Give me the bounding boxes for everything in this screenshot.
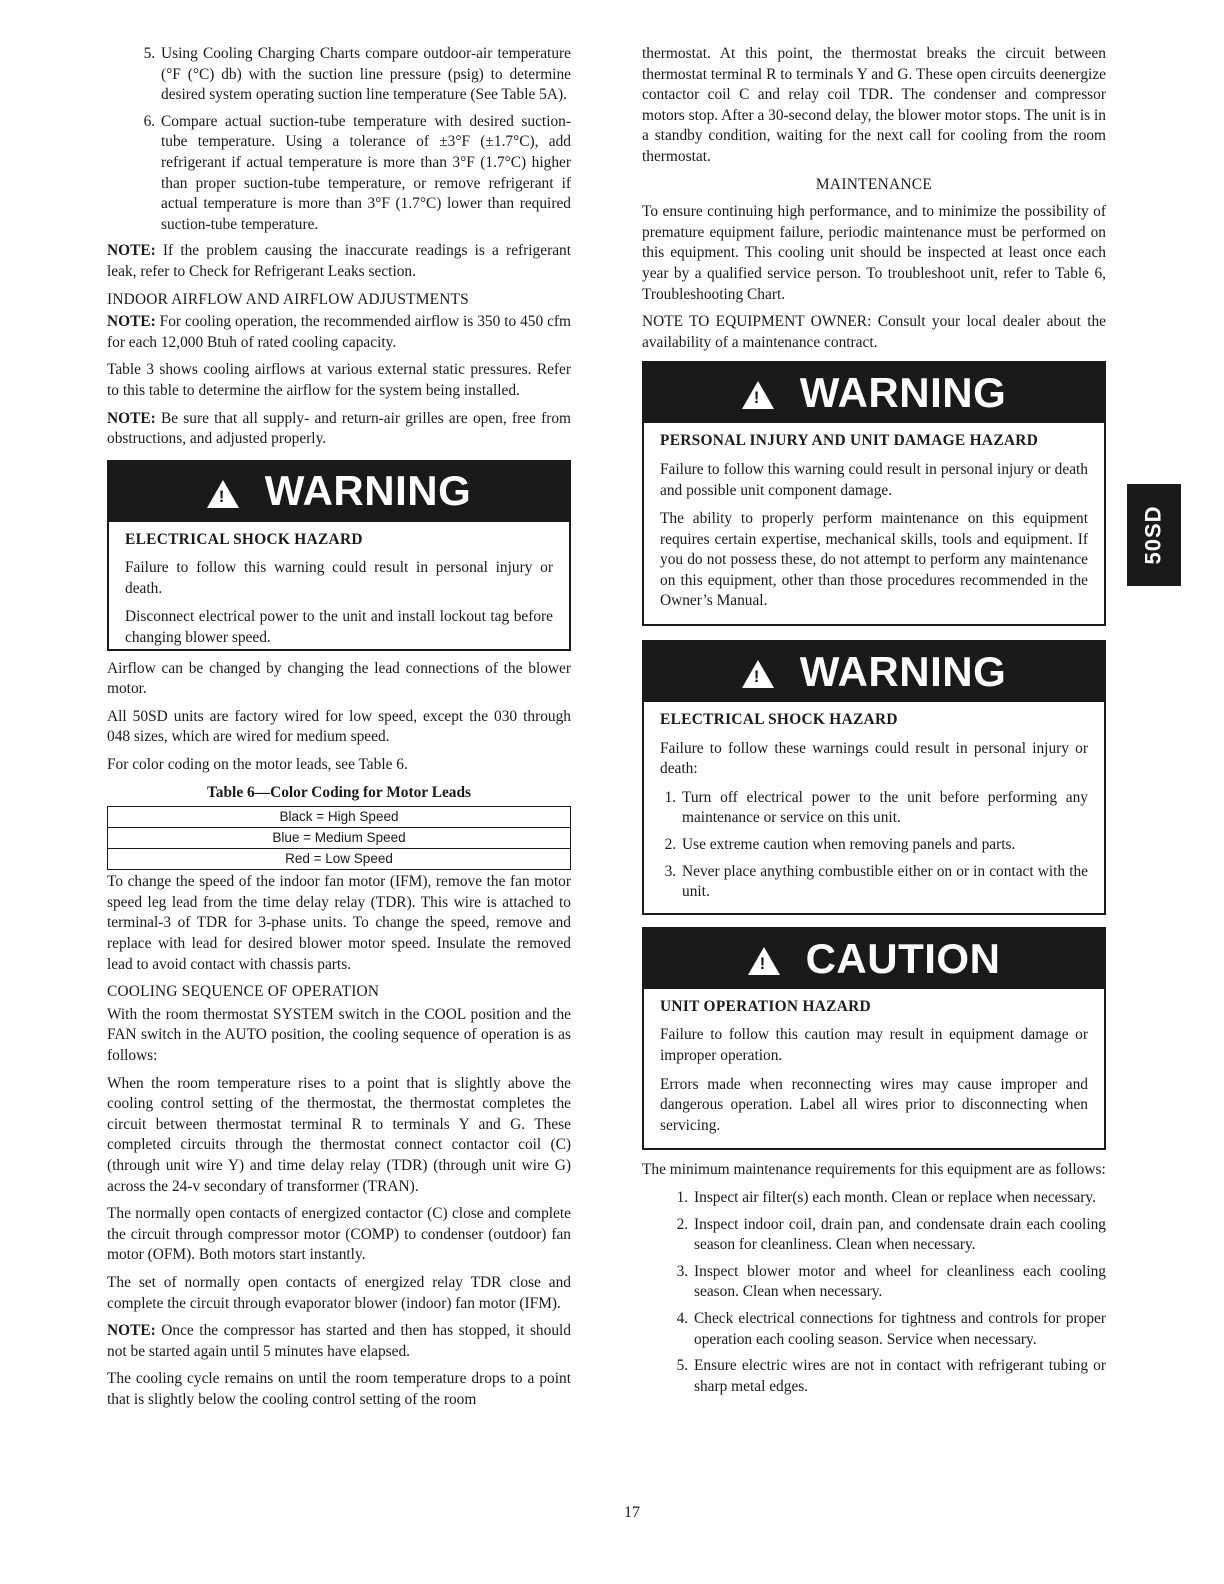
list-item: 1. Inspect air filter(s) each month. Clean or replace when necessary. [692,1188,1106,1209]
left-column [107,44,571,1417]
table-row [108,849,571,870]
note-text: For cooling operation, the recommended airflow is 350 to 450 cfm for each 12,000 Btuh of rated cooling capacity. [107,313,571,351]
side-tab-model [1127,484,1181,586]
warning-text: Failure to follow this warning could result in personal injury or death. [125,559,553,597]
hazard-title: ELECTRICAL SHOCK HAZARD [125,530,363,548]
right-column [642,44,1106,1403]
factory-wired-paragraph: All 50SD units are factory wired for low speed, except the 030 through 048 sizes, which are wired for medium speed. [107,707,571,746]
warning-banner-label: WARNING [799,647,1007,695]
caution-text: Failure to follow this caution may result in equipment damage or improper operation. [660,1026,1088,1064]
warning-box-electrical-shock-maintenance [642,640,1106,915]
caution-text: Errors made when reconnecting wires may cause improper and dangerous operation. Label all wires prior to disconnecting when servicing. [660,1075,1088,1134]
note-label: NOTE: [107,313,156,331]
table6-title: Table 6—Color Coding for Motor Leads [206,783,472,801]
warning-triangle-icon [742,660,774,688]
note-grilles [107,409,571,450]
caution-triangle-icon [748,947,780,975]
table-cell: Blue = Medium Speed [108,828,571,849]
table6-color-coding [107,806,571,870]
list-item: 5. Ensure electric wires are not in contact with refrigerant tubing or sharp metal edges. [692,1356,1106,1397]
page-number: 17 [624,1504,640,1521]
continued-paragraph: thermostat. At this point, the thermostat breaks the circuit between thermostat terminal R to terminals Y and G. These open circuits deenergize contactor coil C and relay coil TDR. The condenser and compressor motors stop. After a 30-second delay, the blower motor stops. The unit is in a standby condition, waiting for the next call for cooling from the room thermostat. [642,45,1106,165]
warning-banner [109,462,569,522]
maintenance-paragraph: To ensure continuing high performance, and to minimize the possibility of premature equipment failure, periodic maintenance must be performed on this equipment. This cooling unit should be inspected at least once each year by a qualified service person. To troubleshoot unit, refer to Table 6, Troubleshooting Chart. [642,203,1106,303]
list-item: 1. Turn off electrical power to the unit before performing any maintenance or service on this unit. [680,788,1088,829]
list-item: 6. Compare actual suction-tube temperature with desired suction-tube temperature. Using a tolerance of ±3°F (±1.7°C), add refrigerant if actual temperature is more than 3°F (1.7°C) higher than proper suction-tube temperature, or remove refrigerant if actual temperature is more than 3°F (1.7°C) lower than required suction-tube temperature. [159,112,571,236]
note-text: Be sure that all supply- and return-air grilles are open, free from obstructions, and adjusted properly. [107,409,571,448]
hazard-title: UNIT OPERATION HAZARD [660,997,871,1015]
warning-banner [644,363,1104,423]
table3-paragraph: Table 3 shows cooling airflows at various external static pressures. Refer to this table to determine the airflow for the system being installed. [107,361,571,399]
note-label: NOTE: [107,242,156,260]
note-airflow [107,312,571,353]
warning-box-electrical-shock [107,460,571,651]
cooling-paragraph: With the room thermostat SYSTEM switch in the COOL position and the FAN switch in the AUTO position, the cooling sequence of operation is as follows: [107,1005,571,1064]
change-speed-paragraph: To change the speed of the indoor fan motor (IFM), remove the fan motor speed leg lead from the time delay relay (TDR). This wire is attached to terminal-3 of TDR for 3-phase units. To change the speed, remove and replace with lead for desired blower motor speed. Insulate the removed lead to avoid contact with chassis parts. [107,873,571,973]
list-item: 2. Inspect indoor coil, drain pan, and condensate drain each cooling season for cleanliness. Clean when necessary. [692,1215,1106,1256]
color-coding-paragraph: For color coding on the motor leads, see Table 6. [107,756,408,774]
cooling-paragraph: The set of normally open contacts of energized relay TDR close and complete the circuit through evaporator blower (indoor) fan motor (IFM). [107,1273,571,1312]
warning-list [660,788,1088,903]
warning-text: Failure to follow these warnings could result in personal injury or death: [660,739,1088,778]
warning-banner-label: WARNING [799,369,1007,417]
warning-box-personal-injury [642,361,1106,626]
note-label: NOTE: [107,409,156,427]
section-heading-maintenance: MAINTENANCE [815,175,933,193]
owner-note-paragraph: NOTE TO EQUIPMENT OWNER: Consult your local dealer about the availability of a maintenance contract. [642,313,1106,351]
list-item: 5. Using Cooling Charging Charts compare outdoor-air temperature (°F (°C) db) with the suction line pressure (psig) to determine desired system operating suction line temperature (See Table 5A). [159,44,571,106]
caution-banner-label: CAUTION [805,934,1001,982]
charging-steps-list [107,44,571,235]
warning-text: The ability to properly perform maintenance on this equipment requires certain expertise, mechanical skills, tools and equipment. If you do not possess these, do not attempt to perform any maintenance on this equipment, other than those procedures recommended in the Owner’s Manual. [660,510,1088,610]
section-heading-cooling: COOLING SEQUENCE OF OPERATION [107,983,380,1001]
warning-banner [644,642,1104,702]
list-item: 3. Inspect blower motor and wheel for cleanliness each cooling season. Clean when necessary. [692,1262,1106,1303]
hazard-title: PERSONAL INJURY AND UNIT DAMAGE HAZARD [660,432,1039,450]
min-requirements-paragraph: The minimum maintenance requirements for this equipment are as follows: [642,1161,1106,1179]
note-text: If the problem causing the inaccurate readings is a refrigerant leak, refer to Check for Refrigerant Leaks section. [107,242,571,280]
table-row [108,828,571,849]
table-row [108,807,571,828]
cooling-paragraph: The normally open contacts of energized contactor (C) close and complete the circuit through compressor motor (COMP) to condenser (outdoor) fan motor (OFM). Both motors start instantly. [107,1205,571,1264]
list-item: 2. Use extreme caution when removing panels and parts. [680,835,1088,856]
maintenance-requirements-list [642,1188,1106,1397]
hazard-title: ELECTRICAL SHOCK HAZARD [660,711,898,729]
warning-text: Failure to follow this warning could result in personal injury or death and possible unit component damage. [660,460,1088,499]
list-item: 4. Check electrical connections for tightness and controls for proper operation each cooling season. Service when necessary. [692,1309,1106,1350]
list-item: 3. Never place anything combustible either on or in contact with the unit. [680,862,1088,903]
section-heading-airflow: INDOOR AIRFLOW AND AIRFLOW ADJUSTMENTS [107,290,469,308]
caution-banner [644,929,1104,989]
warning-triangle-icon [742,381,774,409]
cooling-paragraph: The cooling cycle remains on until the room temperature drops to a point that is slightly below the cooling control setting of the room [107,1370,571,1408]
table-cell: Black = High Speed [108,807,571,828]
table-cell: Red = Low Speed [108,849,571,870]
side-tab-label: 50SD [1141,505,1167,565]
warning-text: Disconnect electrical power to the unit and install lockout tag before changing blower speed. [125,608,553,647]
note-label: NOTE: [107,1322,156,1340]
caution-box-unit-operation [642,927,1106,1151]
note-text: Once the compressor has started and then has stopped, it should not be started again until 5 minutes have elapsed. [107,1322,571,1360]
airflow-change-paragraph: Airflow can be changed by changing the lead connections of the blower motor. [107,659,571,698]
note-compressor [107,1321,571,1362]
note-refrigerant-leak [107,241,571,282]
warning-banner-label: WARNING [264,467,472,515]
cooling-paragraph: When the room temperature rises to a point that is slightly above the cooling control setting of the thermostat, the thermostat completes the circuit between thermostat terminal R to terminals Y and G. These completed circuits through the thermostat connect contactor coil (C) (through unit wire Y) and time delay relay (TDR) (through unit wire G) across the 24-v secondary of transformer (TRAN). [107,1074,571,1195]
warning-triangle-icon [207,480,239,508]
